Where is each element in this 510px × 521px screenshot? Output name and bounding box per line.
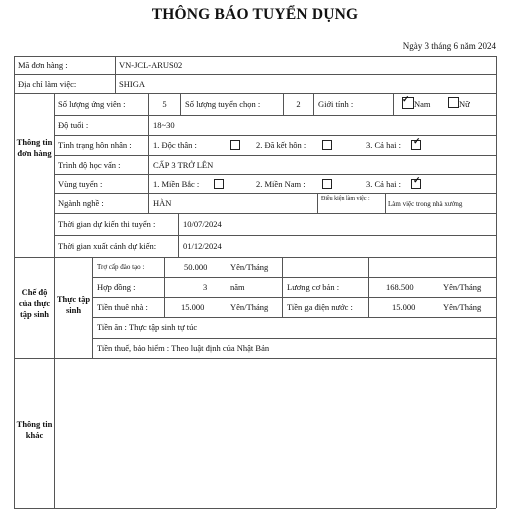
gender-female-label: Nữ	[459, 99, 470, 109]
education-value: CẤP 3 TRỞ LÊN	[153, 160, 214, 170]
training-allowance-unit: Yên/Tháng	[230, 262, 269, 272]
rent-unit: Yên/Tháng	[230, 302, 269, 312]
marital-single-checkbox[interactable]	[230, 140, 240, 150]
exam-date-value: 10/07/2024	[183, 219, 222, 229]
section-trainee-regime: Chế độ của thực tập sinh	[18, 287, 51, 319]
utilities-unit: Yên/Tháng	[443, 302, 482, 312]
gender-male-label: Nam	[414, 99, 431, 109]
workplace-label: Địa chỉ làm việc:	[18, 79, 77, 89]
rent-value: 15.000	[181, 302, 205, 312]
region-label: Vùng tuyển :	[58, 179, 103, 189]
region-south-checkbox[interactable]	[322, 179, 332, 189]
section-other-info: Thông tin khác	[16, 419, 53, 440]
marital-married-checkbox[interactable]	[322, 140, 332, 150]
marital-option-both: 3. Cả hai :	[366, 140, 401, 150]
meals-text: Tiền ăn : Thực tập sinh tự túc	[97, 322, 198, 332]
section-order-info: Thông tin đơn hàng	[16, 137, 53, 158]
region-north-checkbox[interactable]	[214, 179, 224, 189]
candidates-value: 5	[162, 99, 167, 109]
base-salary-label: Lương cơ bản :	[287, 282, 340, 292]
industry-label: Ngành nghề :	[58, 198, 104, 208]
notice-date: Ngày 3 tháng 6 năm 2024	[402, 41, 496, 51]
region-option-north: 1. Miền Bắc :	[153, 179, 200, 189]
order-code-label: Mã đơn hàng :	[18, 60, 68, 70]
tax-insurance-text: Tiền thuế, bảo hiểm : Theo luật định của Nhật Bản	[97, 343, 270, 353]
region-option-south: 2. Miền Nam :	[256, 179, 306, 189]
candidates-label: Số lượng ứng viên :	[58, 99, 126, 109]
training-allowance-value: 50.000	[184, 262, 208, 272]
training-allowance-label: Trợ cấp đào tạo :	[97, 263, 145, 271]
education-label: Trình độ học vấn :	[58, 160, 121, 170]
gender-female-checkbox[interactable]	[448, 97, 459, 108]
utilities-value: 15.000	[392, 302, 416, 312]
industry-value: HÀN	[153, 198, 172, 208]
order-code-value: VN-JCL-ARUS02	[119, 60, 183, 70]
marital-option-married: 2. Đã kết hôn :	[256, 140, 307, 150]
departure-date-label: Thời gian xuất cảnh dự kiến:	[58, 241, 157, 251]
workplace-value: SHIGA	[119, 79, 145, 89]
section-trainee: Thực tập sinh	[56, 294, 91, 315]
contract-label: Hợp đồng :	[97, 282, 136, 292]
contract-value: 3	[203, 282, 208, 292]
marital-option-single: 1. Độc thân :	[153, 140, 197, 150]
check-mark-icon: ✓	[402, 94, 410, 104]
marital-label: Tình trạng hôn nhân :	[58, 140, 132, 150]
check-mark-icon: ✓	[413, 175, 421, 185]
age-label: Độ tuổi :	[58, 120, 89, 130]
rent-label: Tiền thuê nhà :	[97, 302, 148, 312]
selected-label: Số lượng tuyển chọn :	[185, 99, 261, 109]
utilities-label: Tiền ga điện nước :	[287, 302, 353, 312]
base-salary-value: 168.500	[386, 282, 414, 292]
region-option-both: 3. Cả hai :	[366, 179, 401, 189]
check-mark-icon: ✓	[413, 136, 421, 146]
conditions-value: Làm việc trong nhà xưởng	[388, 200, 463, 208]
exam-date-label: Thời gian dự kiến thi tuyển :	[58, 219, 156, 229]
page-title: THÔNG BÁO TUYỂN DỤNG	[151, 6, 359, 23]
base-salary-unit: Yên/Tháng	[443, 282, 482, 292]
conditions-label: Điều kiện làm việc :	[321, 196, 370, 202]
gender-label: Giới tính :	[318, 99, 354, 109]
selected-value: 2	[296, 99, 301, 109]
contract-unit: năm	[230, 282, 245, 292]
age-value: 18~30	[153, 120, 175, 130]
departure-date-value: 01/12/2024	[183, 241, 222, 251]
